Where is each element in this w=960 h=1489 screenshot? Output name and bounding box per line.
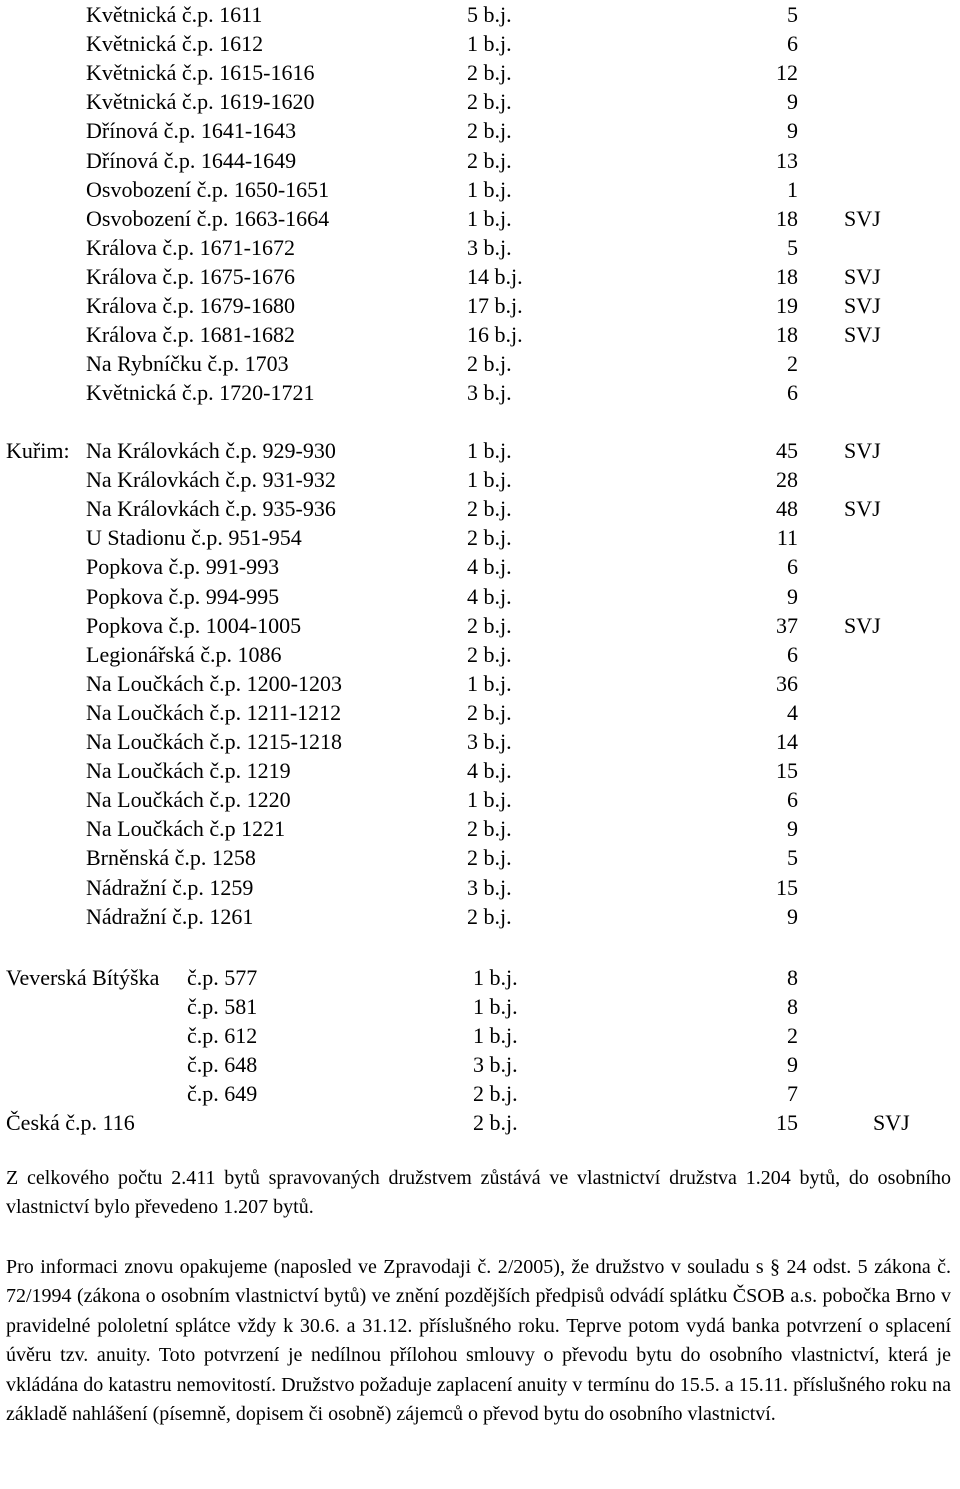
table-row	[0, 963, 960, 992]
row-count: 48	[776, 496, 798, 522]
table-row	[0, 873, 960, 902]
row-count: 45	[776, 438, 798, 463]
row-address: Na Královkách č.p. 929-930	[86, 438, 336, 463]
row-address: č.p. 649	[187, 1081, 258, 1107]
row-address: Květnická č.p. 1612	[86, 31, 264, 57]
row-units: 1 b.j.	[473, 965, 518, 990]
table-row	[0, 552, 960, 581]
table-row	[0, 698, 960, 727]
summary-paragraph	[6, 1164, 951, 1223]
row-count: 18	[776, 263, 798, 289]
row-units: 1 b.j.	[467, 467, 512, 493]
row-count: 28	[776, 467, 798, 493]
row-units: 1 b.j.	[467, 205, 512, 231]
table-row	[0, 204, 960, 233]
row-location-label: Česká č.p. 116	[6, 1110, 135, 1135]
row-units: 2 b.j.	[467, 496, 512, 522]
row-count: 6	[787, 31, 798, 57]
row-address: č.p. 612	[187, 1023, 258, 1049]
table-row	[0, 756, 960, 785]
row-units: 17 b.j.	[467, 293, 523, 318]
row-count: 5	[787, 2, 798, 27]
row-address: Králova č.p. 1671-1672	[86, 234, 295, 260]
row-address: Legionářská č.p. 1086	[86, 641, 282, 667]
row-units: 2 b.j.	[467, 641, 512, 667]
table-row	[0, 902, 960, 931]
row-count: 9	[787, 903, 798, 929]
row-count: 4	[787, 699, 798, 725]
row-units: 2 b.j.	[467, 118, 512, 144]
row-count: 6	[787, 554, 798, 580]
table-row	[0, 291, 960, 320]
table-row	[0, 87, 960, 116]
table-row	[0, 727, 960, 756]
row-units: 16 b.j.	[467, 322, 523, 348]
row-count: 18	[776, 322, 798, 348]
row-units: 2 b.j.	[467, 845, 512, 871]
row-svj-flag: SVJ	[844, 205, 881, 231]
row-address: Na Loučkách č.p 1221	[86, 816, 286, 842]
table-row	[0, 494, 960, 523]
row-address: č.p. 648	[187, 1052, 258, 1078]
row-units: 3 b.j.	[467, 874, 512, 900]
row-count: 11	[776, 525, 798, 551]
row-count: 14	[776, 729, 798, 754]
table-row	[0, 785, 960, 814]
row-address: Popkova č.p. 994-995	[86, 583, 280, 609]
row-units: 1 b.j.	[467, 438, 512, 463]
row-address: Králova č.p. 1681-1682	[86, 322, 295, 348]
info-paragraph	[6, 1253, 951, 1429]
row-address: U Stadionu č.p. 951-954	[86, 525, 302, 551]
row-svj-flag: SVJ	[844, 438, 881, 463]
row-count: 6	[787, 641, 798, 667]
row-units: 1 b.j.	[473, 1023, 518, 1049]
row-units: 3 b.j.	[467, 380, 512, 406]
row-svj-flag: SVJ	[844, 293, 881, 318]
row-count: 2	[787, 1023, 798, 1049]
row-count: 18	[776, 205, 798, 231]
row-svj-flag: SVJ	[844, 496, 881, 522]
row-count: 15	[776, 874, 798, 900]
table-row	[0, 669, 960, 698]
row-address: č.p. 581	[187, 994, 258, 1020]
table-row	[0, 843, 960, 872]
row-address: Osvobození č.p. 1650-1651	[86, 176, 330, 202]
row-address: Na Loučkách č.p. 1200-1203	[86, 670, 342, 696]
table-row	[0, 29, 960, 58]
row-units: 5 b.j.	[467, 2, 512, 27]
row-units: 1 b.j.	[467, 670, 512, 696]
row-address: Květnická č.p. 1615-1616	[86, 60, 315, 86]
row-address: Dřínová č.p. 1644-1649	[86, 147, 297, 173]
row-address: Králova č.p. 1675-1676	[86, 263, 295, 289]
table-row	[0, 0, 960, 29]
row-count: 9	[787, 118, 798, 144]
row-units: 1 b.j.	[467, 787, 512, 813]
row-address: Květnická č.p. 1619-1620	[86, 89, 315, 115]
row-units: 2 b.j.	[467, 351, 512, 377]
table-row	[0, 465, 960, 494]
row-address: Na Královkách č.p. 935-936	[86, 496, 336, 522]
row-address: Dřínová č.p. 1641-1643	[86, 118, 297, 144]
table-row	[0, 58, 960, 87]
row-count: 8	[787, 965, 798, 990]
row-units: 1 b.j.	[467, 176, 512, 202]
row-units: 4 b.j.	[467, 583, 512, 609]
row-address: Nádražní č.p. 1259	[86, 874, 254, 900]
table-row	[0, 262, 960, 291]
row-address: č.p. 577	[187, 965, 258, 990]
row-count: 6	[787, 787, 798, 813]
row-location-label: Kuřim:	[6, 438, 70, 463]
row-count: 36	[776, 670, 798, 696]
row-count: 8	[787, 994, 798, 1020]
table-row	[0, 378, 960, 407]
row-units: 2 b.j.	[467, 816, 512, 842]
table-row	[0, 582, 960, 611]
table-row	[0, 1021, 960, 1050]
table-row	[0, 523, 960, 552]
row-address: Květnická č.p. 1611	[86, 2, 263, 27]
table-row	[0, 320, 960, 349]
row-units: 2 b.j.	[467, 612, 512, 638]
row-address: Na Loučkách č.p. 1219	[86, 758, 291, 784]
row-address: Na Loučkách č.p. 1220	[86, 787, 291, 813]
row-units: 2 b.j.	[473, 1110, 518, 1135]
row-svj-flag: SVJ	[873, 1110, 910, 1135]
row-count: 15	[776, 1110, 798, 1135]
row-address: Popkova č.p. 991-993	[86, 554, 280, 580]
row-count: 9	[787, 1052, 798, 1078]
row-address: Králova č.p. 1679-1680	[86, 293, 295, 318]
table-row	[0, 640, 960, 669]
row-count: 13	[776, 147, 798, 173]
row-count: 2	[787, 351, 798, 377]
row-address: Na Rybníčku č.p. 1703	[86, 351, 289, 377]
summary-text: Z celkového počtu 2.411 bytů spravovaných družstvem zůstává ve vlastnictví družstva 1.204 bytů, do osobního vlastnictví bylo převedeno 1.207 bytů.	[6, 1167, 951, 1219]
info-text: Pro informaci znovu opakujeme (naposled ve Zpravodaji č. 2/2005), že družstvo v souladu s § 24 odst. 5 zákona č. 72/1994 (zákona o osobním vlastnictví bytů) ve znění pozdějších předpisů odvádí splátku ČSOB a.s. pobočka Brno v pravidelné pololetní splátce vždy k 30.6. a 31.12. příslušného roku. Teprve potom vydá banka potvrzení o splacení úvěru tzv. anuity. Toto potvrzení je nedílnou přílohou smlouvy o převodu bytu do osobního vlastnictví, která je vkládána do katastru nemovitostí. Družstvo požaduje zaplacení anuity v termínu do 15.5. a 15.11. příslušného roku na základě nahlášení (písemně, dopisem či osobně) zájemců o převod bytu do osobního vlastnictví.	[6, 1256, 951, 1426]
row-units: 2 b.j.	[473, 1081, 518, 1107]
row-units: 3 b.j.	[473, 1052, 518, 1078]
row-svj-flag: SVJ	[844, 322, 881, 348]
row-units: 2 b.j.	[467, 699, 512, 725]
row-units: 14 b.j.	[467, 263, 523, 289]
row-units: 3 b.j.	[467, 234, 512, 260]
table-row	[0, 992, 960, 1021]
row-svj-flag: SVJ	[844, 612, 881, 638]
row-count: 1	[787, 176, 798, 202]
table-row	[0, 611, 960, 640]
row-count: 6	[787, 380, 798, 406]
row-units: 2 b.j.	[467, 60, 512, 86]
row-count: 15	[776, 758, 798, 784]
row-address: Na Loučkách č.p. 1211-1212	[86, 699, 342, 725]
table-row	[0, 814, 960, 843]
row-address: Na Královkách č.p. 931-932	[86, 467, 336, 493]
row-count: 5	[787, 845, 798, 871]
row-units: 4 b.j.	[467, 554, 512, 580]
row-count: 12	[776, 60, 798, 86]
table-row	[0, 349, 960, 378]
row-count: 9	[787, 816, 798, 842]
row-units: 3 b.j.	[467, 729, 512, 754]
row-address: Na Loučkách č.p. 1215-1218	[86, 729, 342, 754]
row-units: 1 b.j.	[473, 994, 518, 1020]
row-units: 4 b.j.	[467, 758, 512, 784]
row-address: Osvobození č.p. 1663-1664	[86, 205, 330, 231]
table-row	[0, 1079, 960, 1108]
row-units: 2 b.j.	[467, 89, 512, 115]
row-location-label: Veverská Bítýška	[6, 965, 160, 990]
table-row	[0, 116, 960, 145]
table-row	[0, 1050, 960, 1079]
row-address: Popkova č.p. 1004-1005	[86, 612, 302, 638]
row-count: 37	[776, 612, 798, 638]
table-row	[0, 436, 960, 465]
row-address: Květnická č.p. 1720-1721	[86, 380, 315, 406]
row-count: 19	[776, 293, 798, 318]
table-row	[0, 146, 960, 175]
row-count: 5	[787, 234, 798, 260]
row-count: 9	[787, 89, 798, 115]
row-svj-flag: SVJ	[844, 263, 881, 289]
row-count: 9	[787, 583, 798, 609]
table-row	[0, 175, 960, 204]
row-count: 7	[787, 1081, 798, 1107]
row-units: 1 b.j.	[467, 31, 512, 57]
row-address: Brněnská č.p. 1258	[86, 845, 256, 871]
table-row	[0, 1108, 960, 1137]
row-address: Nádražní č.p. 1261	[86, 903, 254, 929]
row-units: 2 b.j.	[467, 903, 512, 929]
table-row	[0, 233, 960, 262]
row-units: 2 b.j.	[467, 525, 512, 551]
row-units: 2 b.j.	[467, 147, 512, 173]
